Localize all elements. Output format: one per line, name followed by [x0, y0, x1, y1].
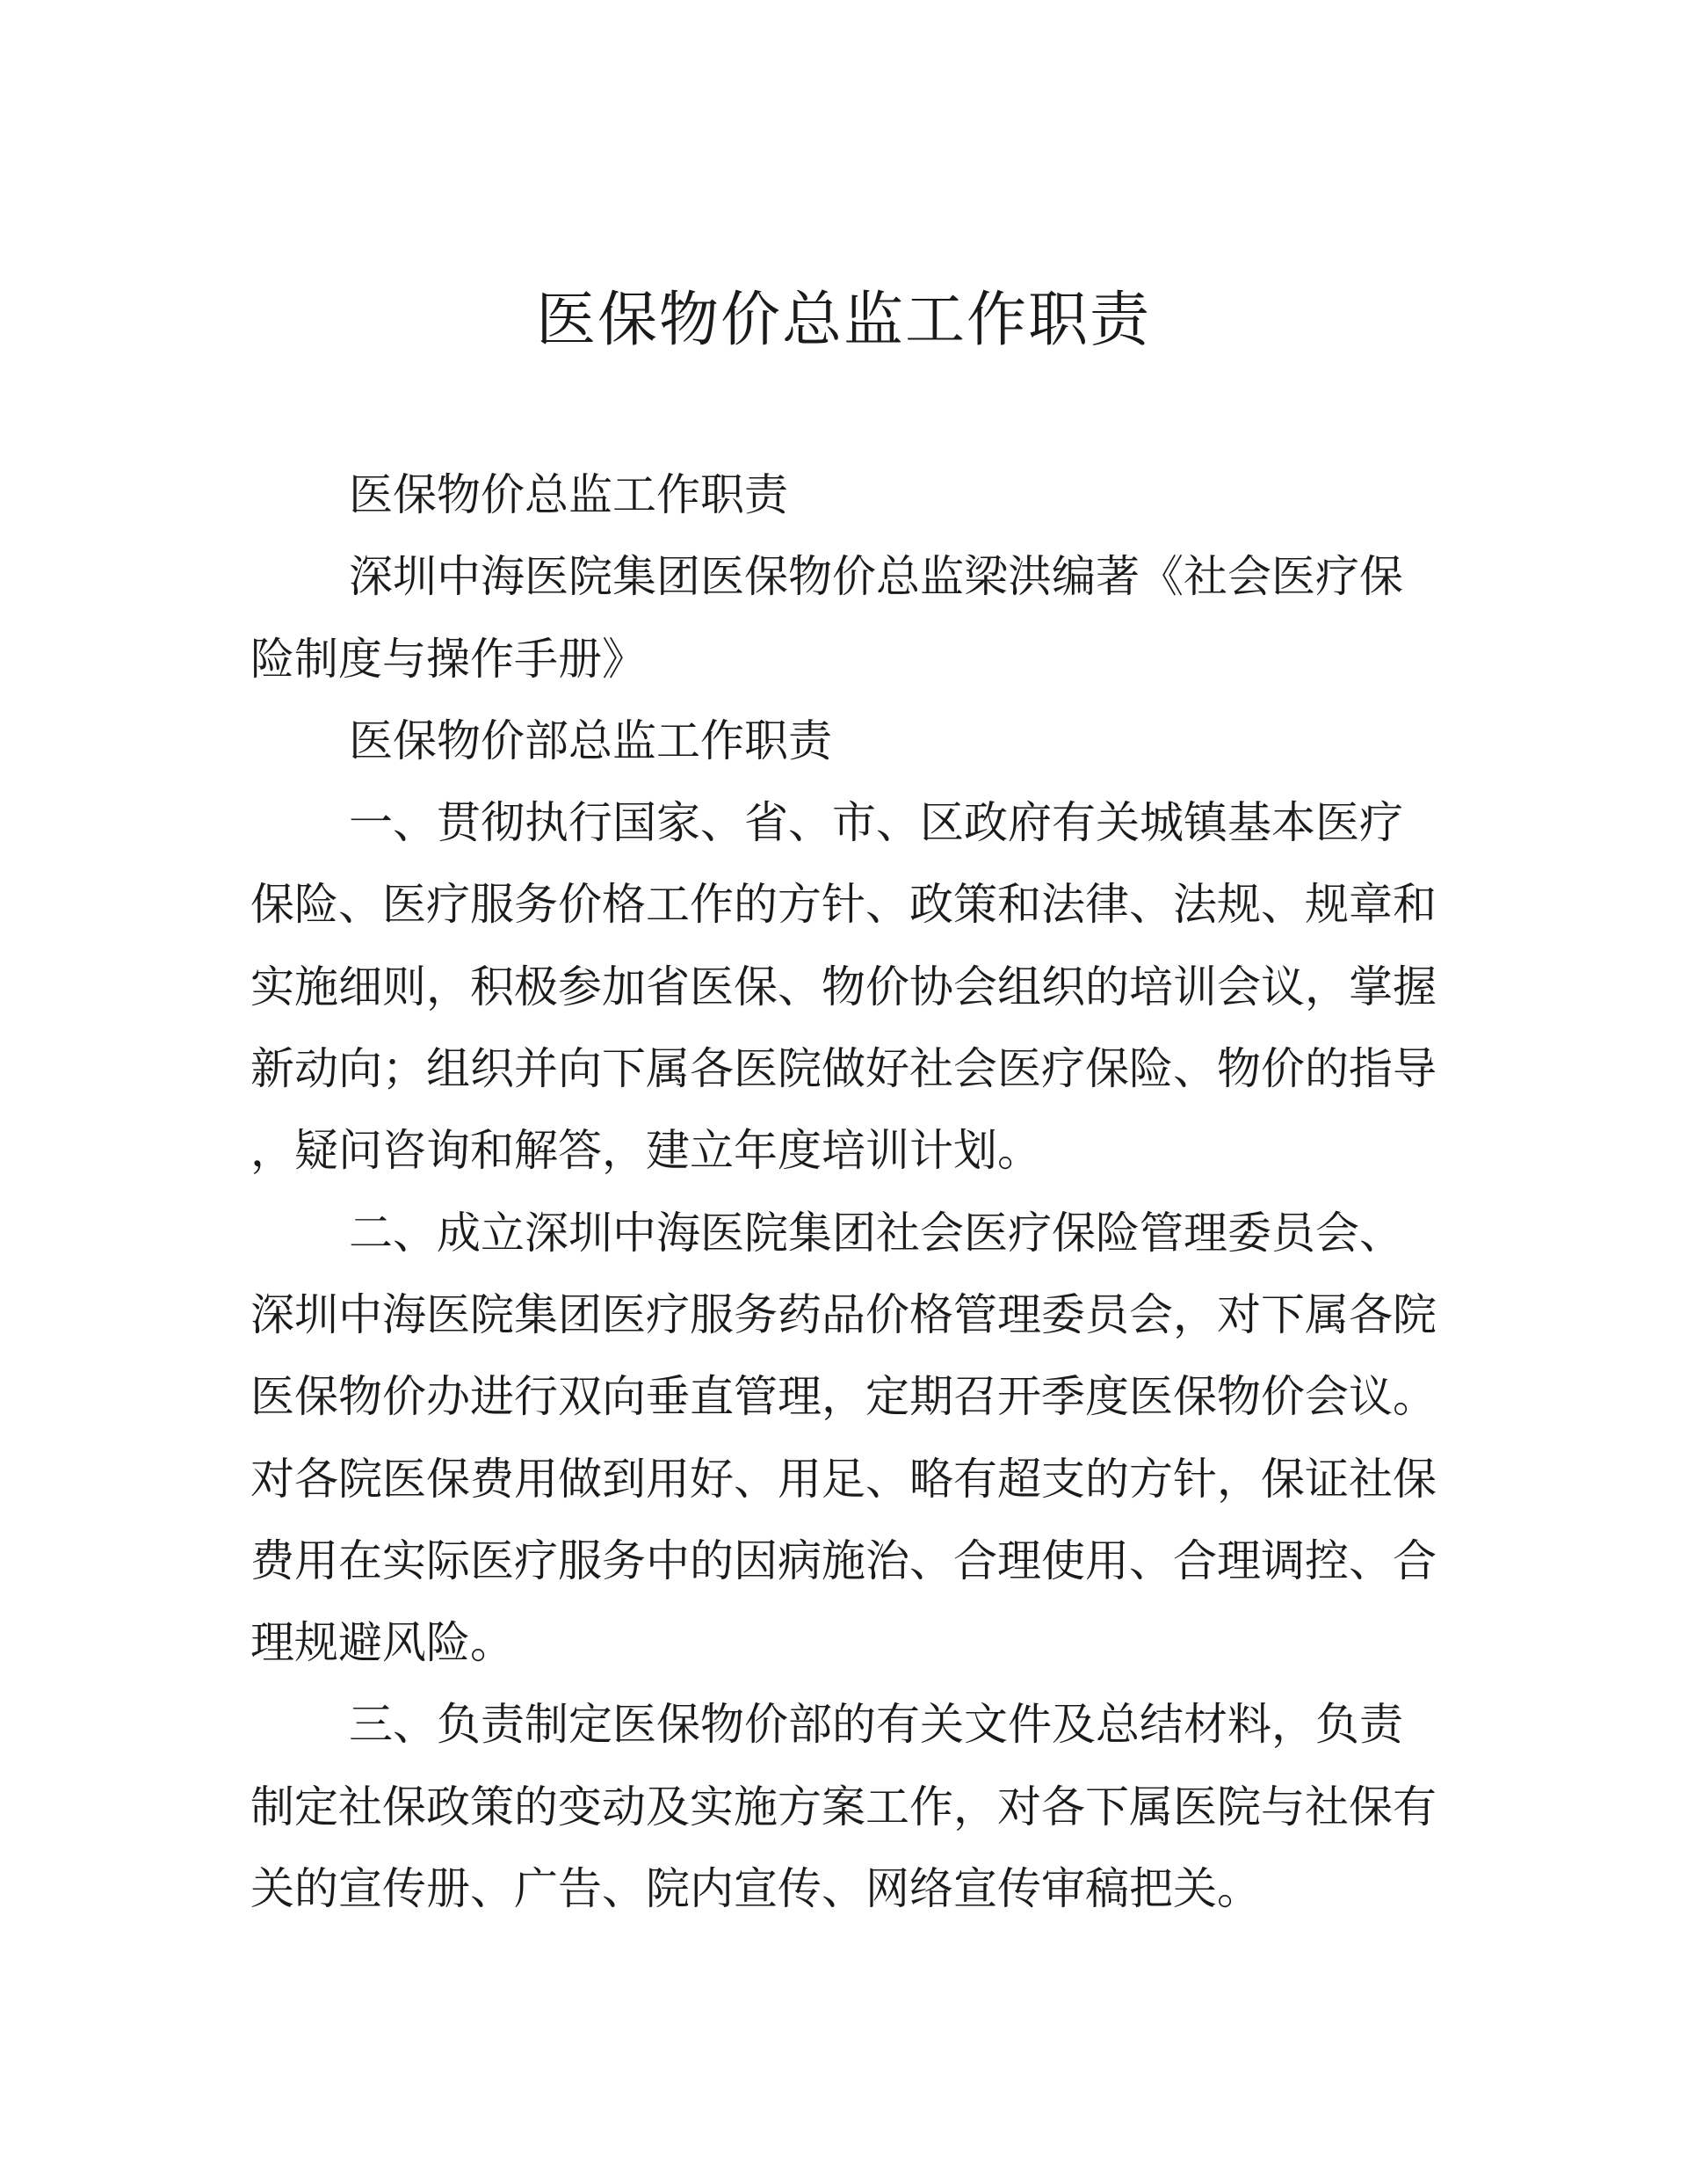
document-body	[250, 454, 1445, 1930]
paragraph-item-1	[250, 782, 1445, 1192]
paragraph-line: 三、负责制定医保物价部的有关文件及总结材料，负责	[349, 1699, 1403, 1751]
paragraph-line: 新动向；组织并向下属各医院做好社会医疗保险、物价的指导	[250, 1043, 1437, 1095]
paragraph-line: 理规避风险。	[250, 1617, 514, 1669]
paragraph-item-2	[250, 1193, 1445, 1685]
paragraph-line: 二、成立深圳中海医院集团社会医疗保险管理委员会、	[349, 1207, 1403, 1259]
paragraph-item-3	[250, 1684, 1445, 1930]
paragraph-line: 制定社保政策的变动及实施方案工作，对各下属医院与社保有	[250, 1781, 1437, 1832]
paragraph-line: 医保物价总监工作职责	[349, 469, 788, 520]
paragraph-line: 对各院医保费用做到用好、用足、略有超支的方针，保证社保	[250, 1453, 1437, 1505]
paragraph-line: 保险、医疗服务价格工作的方针、政策和法律、法规、规章和	[250, 879, 1437, 931]
paragraph-line: 关的宣传册、广告、院内宣传、网络宣传审稿把关。	[250, 1863, 1261, 1915]
paragraph-line: 深圳中海医院集团医疗服务药品价格管理委员会，对下属各院	[250, 1288, 1437, 1340]
paragraph-line: 医保物价办进行双向垂直管理，定期召开季度医保物价会议。	[250, 1371, 1437, 1423]
paragraph-line: 费用在实际医疗服务中的因病施治、合理使用、合理调控、合	[250, 1535, 1437, 1586]
paragraph-line: 实施细则，积极参加省医保、物价协会组织的培训会议，掌握	[250, 961, 1437, 1012]
paragraph-subtitle	[250, 454, 1445, 536]
paragraph-heading	[250, 700, 1445, 782]
paragraph-line: 险制度与操作手册》	[250, 633, 646, 685]
document-title: 医保物价总监工作职责	[535, 286, 1151, 355]
paragraph-author	[250, 536, 1445, 700]
paragraph-line: 一、贯彻执行国家、省、市、区政府有关城镇基本医疗	[349, 797, 1403, 849]
paragraph-line: 医保物价部总监工作职责	[349, 715, 832, 766]
paragraph-line: ，疑问咨询和解答，建立年度培训计划。	[250, 1125, 1041, 1177]
paragraph-line: 深圳中海医院集团医保物价总监梁洪编著《社会医疗保	[349, 551, 1403, 603]
